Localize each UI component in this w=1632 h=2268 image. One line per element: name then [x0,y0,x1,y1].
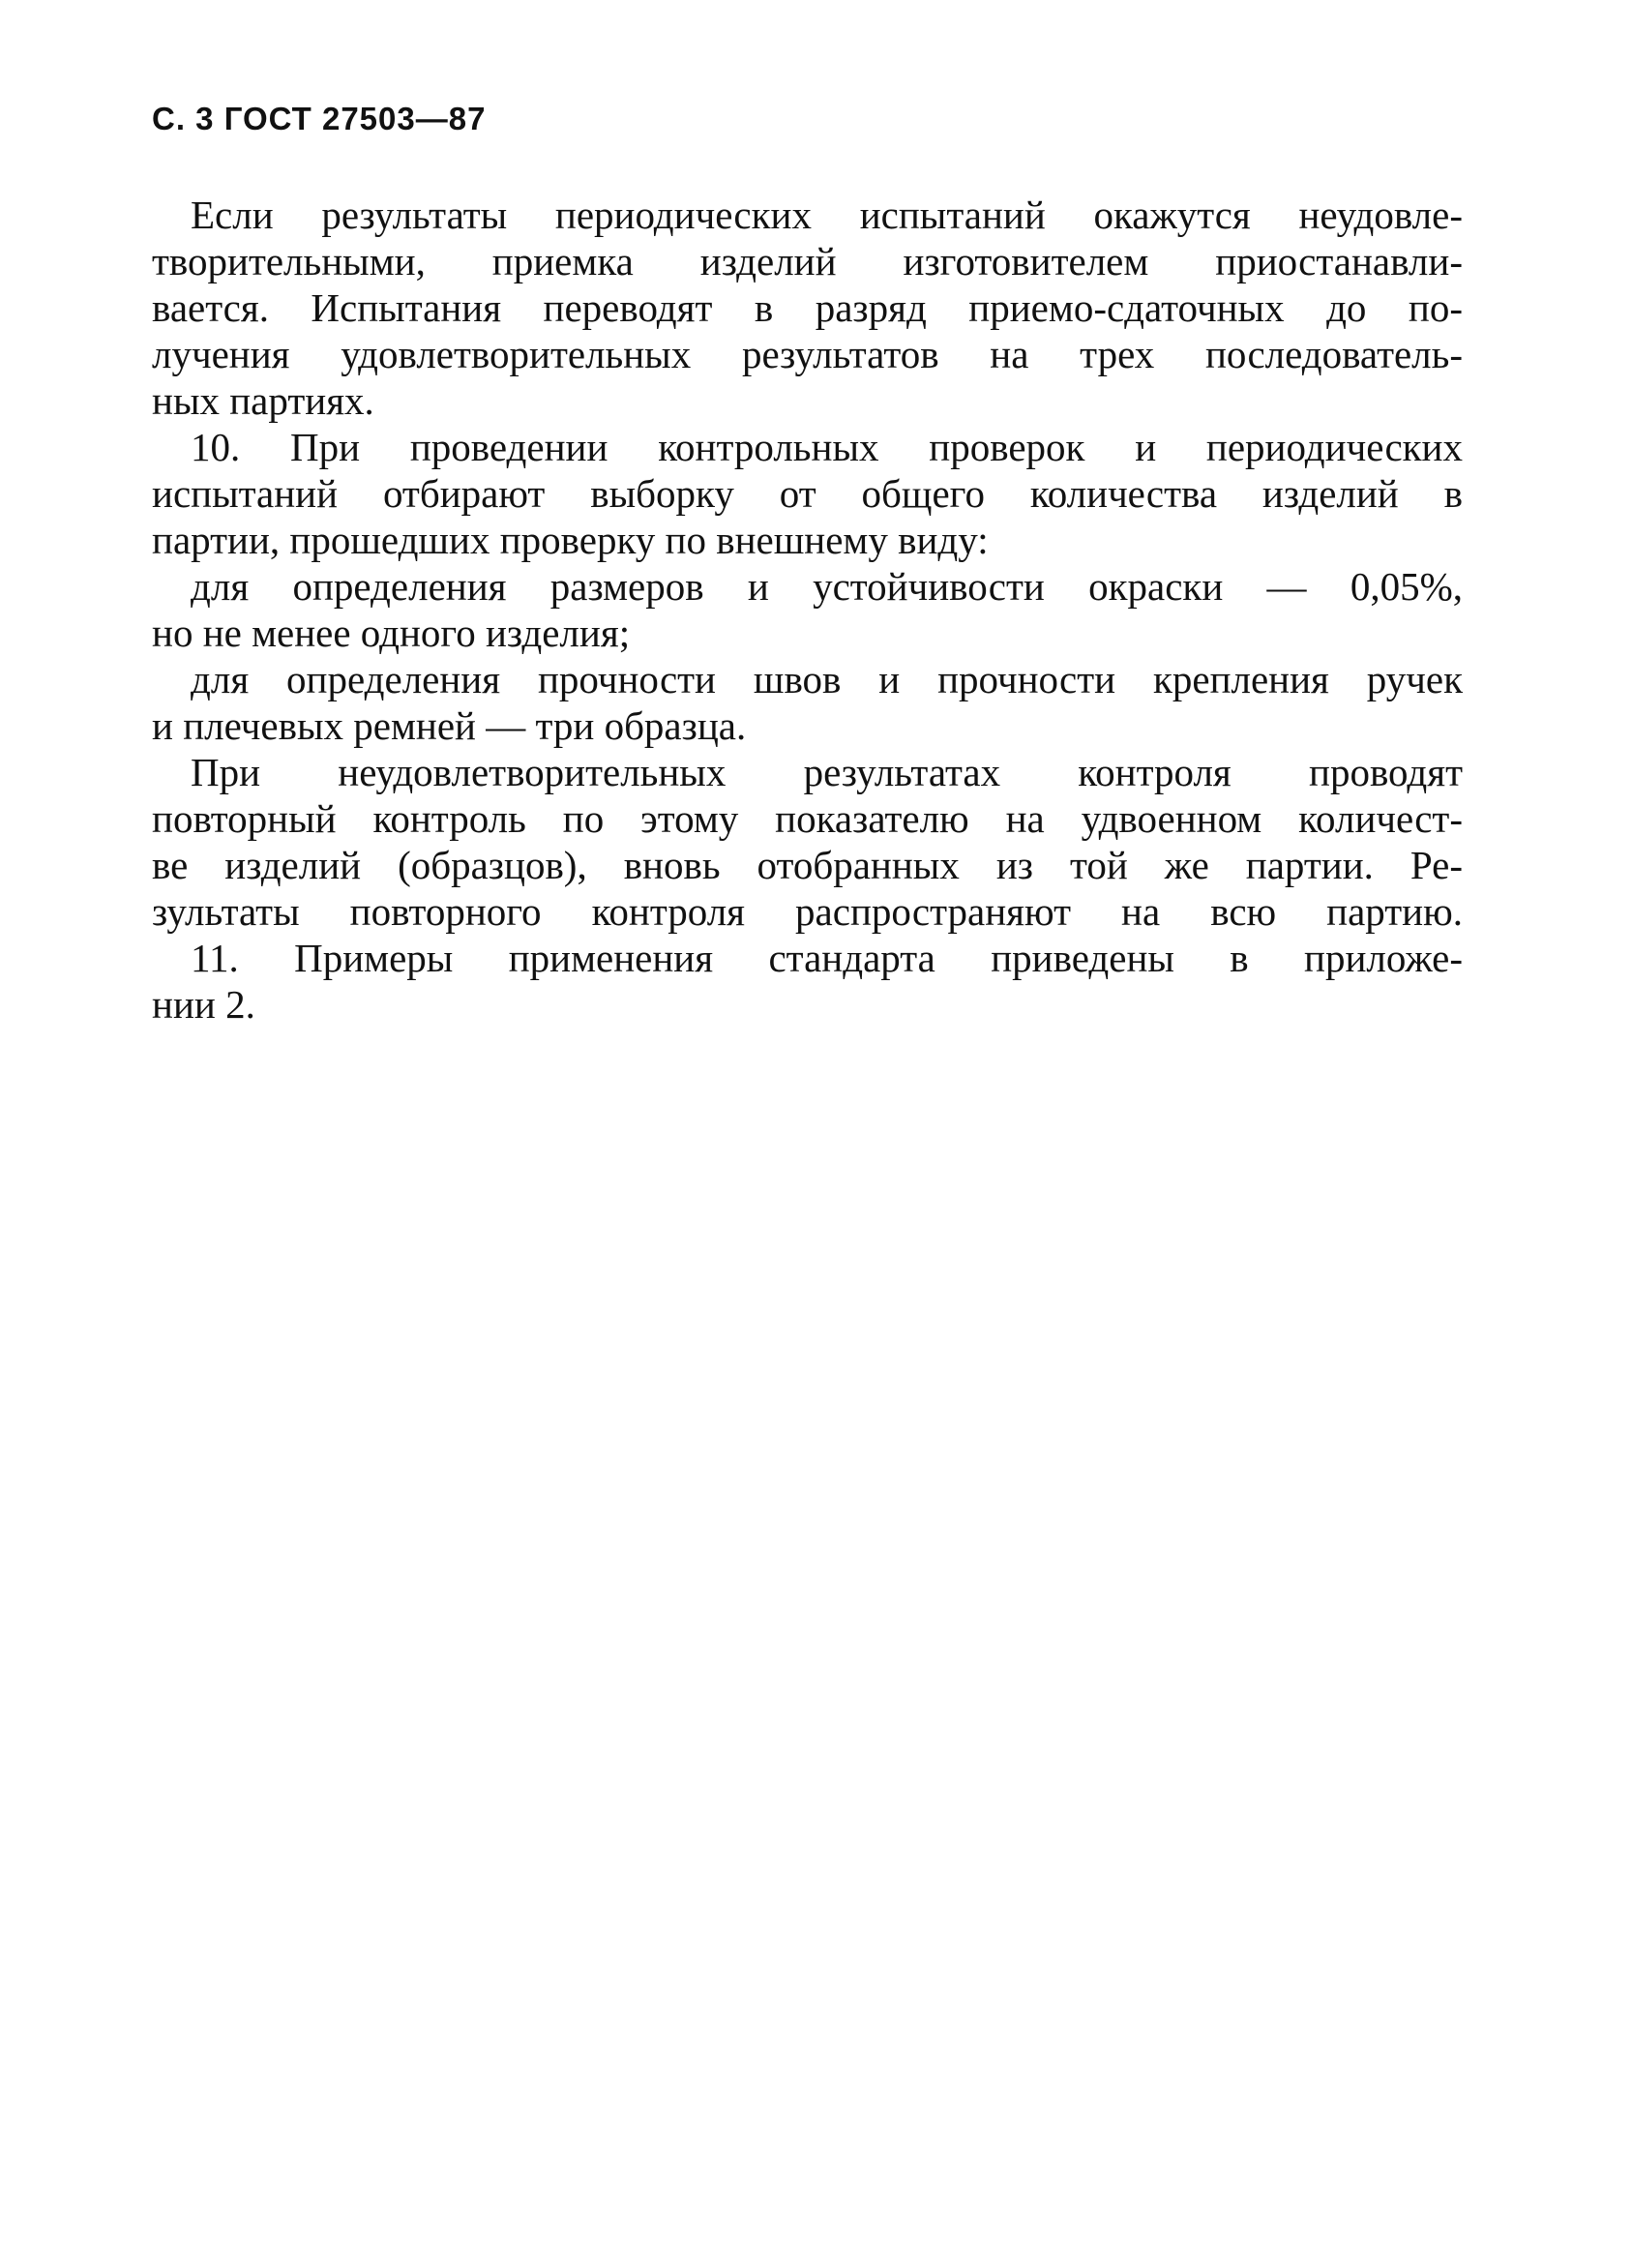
document-body [152,192,1463,1028]
text-line: При неудовлетворительных результатах контроля проводят [191,750,1463,794]
text-line: Если результаты периодических испытаний окажутся неудовле- [191,193,1463,237]
text-line: ве изделий (образцов), вновь отобранных из той же партии. Ре- [152,843,1463,887]
text-line: партии, прошедших проверку по внешнему виду: [152,518,989,562]
text-line: лучения удовлетворительных результатов на трех последователь- [152,332,1463,376]
text-line: но не менее одного изделия; [152,611,631,655]
text-line: зультаты повторного контроля распространяют на всю партию. [152,889,1463,934]
text-line: 10. При проведении контрольных проверок и периодических [191,425,1463,469]
text-line: для определения прочности швов и прочности крепления ручек [191,657,1463,701]
text-line: нии 2. [152,982,255,1027]
text-line: для определения размеров и устойчивости окраски — 0,05%, [191,564,1463,609]
page-header: С. 3 ГОСТ 27503—87 [152,101,487,136]
text-line: ных партиях. [152,378,374,423]
text-line: 11. Примеры применения стандарта приведены в приложе- [191,936,1463,980]
text-line: повторный контроль по этому показателю на удвоенном количест- [152,796,1463,841]
text-line: вается. Испытания переводят в разряд приемо-сдаточных до по- [152,285,1463,330]
text-line: творительными, приемка изделий изготовителем приостанавли- [152,239,1463,284]
text-line: испытаний отбирают выборку от общего количества изделий в [152,471,1463,516]
text-line: и плечевых ремней — три образца. [152,703,747,748]
